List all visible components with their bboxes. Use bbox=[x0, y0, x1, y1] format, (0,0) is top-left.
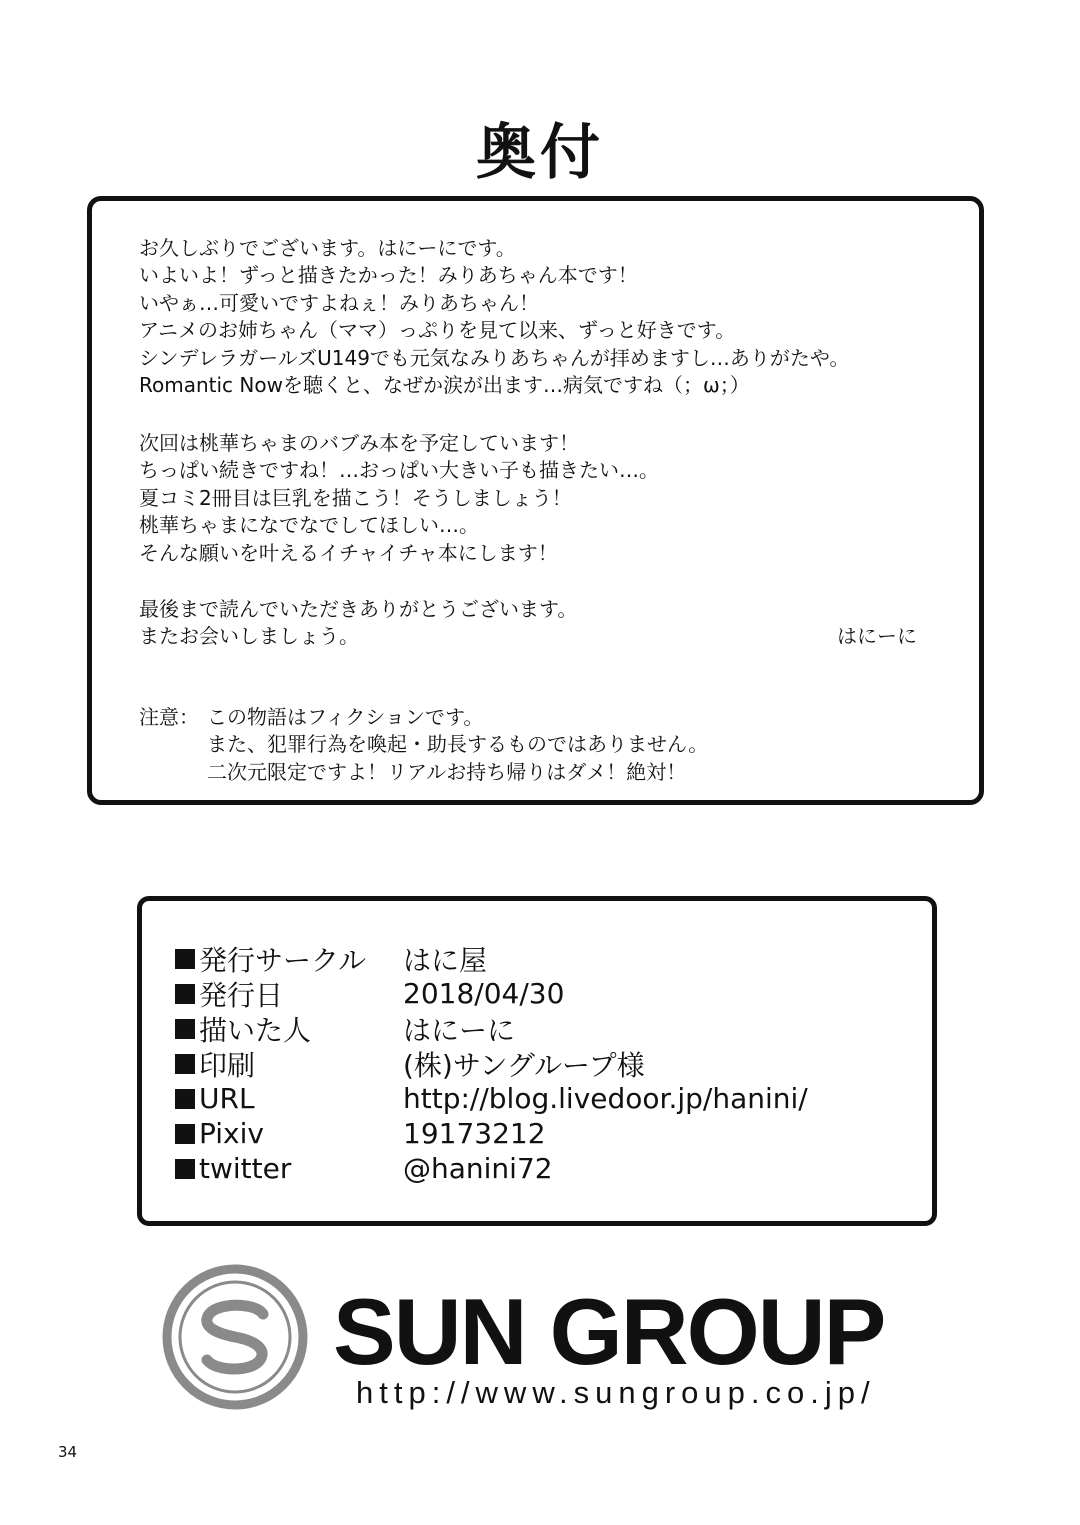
bullet-square-icon bbox=[175, 949, 195, 969]
notice-line: また、犯罪行為を喚起・助長するものではありません。 bbox=[207, 732, 709, 757]
colophon-row-twitter bbox=[175, 1151, 553, 1186]
author-signature: はにーに bbox=[837, 624, 917, 648]
colophon-url-link[interactable]: http://blog.livedoor.jp/hanini/ bbox=[403, 1082, 808, 1115]
afterword-paragraph-2 bbox=[139, 430, 659, 567]
afterword-line: いよいよ！ずっと描きたかった！みりあちゃん本です！ bbox=[139, 263, 638, 288]
notice-label: 注意： bbox=[139, 705, 199, 729]
afterword-box bbox=[87, 196, 984, 805]
afterword-line: シンデレラガールズU149でも元気なみりあちゃんが拝めますし…ありがたや。 bbox=[139, 345, 850, 370]
sungroup-logo-icon bbox=[160, 1262, 310, 1412]
bullet-square-icon bbox=[175, 1019, 195, 1039]
afterword-line: ちっぱい続きですね！…おっぱい大きい子も描きたい…。 bbox=[139, 458, 659, 483]
colophon-value: 19173212 bbox=[403, 1117, 546, 1150]
colophon-row-author bbox=[175, 1011, 516, 1047]
colophon-label: 印刷 bbox=[199, 1048, 256, 1082]
afterword-line: 夏コミ2冊目は巨乳を描こう！そうしましょう！ bbox=[139, 485, 572, 510]
bullet-square-icon bbox=[175, 1089, 195, 1109]
colophon-value: 2018/04/30 bbox=[403, 977, 565, 1010]
colophon-row-printer bbox=[175, 1046, 645, 1082]
colophon-box bbox=[137, 896, 937, 1226]
colophon-label: Pixiv bbox=[199, 1117, 264, 1150]
colophon-value: はにーに bbox=[403, 1013, 516, 1047]
colophon-row-circle bbox=[175, 941, 488, 977]
afterword-paragraph-1 bbox=[139, 235, 850, 399]
colophon-label: 描いた人 bbox=[199, 1013, 312, 1047]
afterword-line: 次回は桃華ちゃまのバブみ本を予定しています！ bbox=[139, 431, 579, 455]
afterword-line: 最後まで読んでいただきありがとうございます。 bbox=[139, 597, 578, 621]
bullet-square-icon bbox=[175, 1159, 195, 1179]
sungroup-url[interactable]: http://www.sungroup.co.jp/ bbox=[356, 1375, 876, 1410]
bullet-square-icon bbox=[175, 984, 195, 1004]
sungroup-logo-text: SUN GROUP bbox=[333, 1279, 885, 1384]
afterword-line: お久しぶりでございます。はにーにです。 bbox=[139, 236, 516, 260]
colophon-row-pixiv bbox=[175, 1116, 546, 1151]
colophon-label: twitter bbox=[199, 1152, 292, 1185]
colophon-label: 発行サークル bbox=[199, 943, 367, 977]
afterword-line: またお会いしましょう。 bbox=[139, 624, 359, 649]
bullet-square-icon bbox=[175, 1124, 195, 1144]
page-number: 34 bbox=[58, 1443, 78, 1461]
colophon-label: 発行日 bbox=[199, 978, 284, 1012]
afterword-paragraph-3 bbox=[139, 596, 577, 651]
notice-block bbox=[139, 704, 708, 786]
notice-line: 二次元限定ですよ！リアルお持ち帰りはダメ！絶対！ bbox=[207, 759, 687, 784]
notice-line: この物語はフィクションです。 bbox=[207, 705, 484, 729]
colophon-value: @hanini72 bbox=[403, 1152, 553, 1185]
colophon-label: URL bbox=[199, 1082, 255, 1115]
colophon-value: (株)サングループ様 bbox=[403, 1048, 645, 1082]
afterword-line: アニメのお姉ちゃん（ママ）っぷりを見て以来、ずっと好きです。 bbox=[139, 318, 736, 343]
afterword-line: 桃華ちゃまになでなでしてほしい…。 bbox=[139, 513, 479, 538]
afterword-line: Romantic Nowを聴くと、なぜか涙が出ます…病気ですね（；ω；） bbox=[139, 372, 750, 397]
colophon-value: はに屋 bbox=[403, 943, 488, 977]
afterword-line: そんな願いを叶えるイチャイチャ本にします！ bbox=[139, 540, 558, 565]
colophon-row-date bbox=[175, 976, 565, 1012]
page-title: 奥付 bbox=[476, 118, 604, 188]
afterword-line: いやぁ…可愛いですよねぇ！みりあちゃん！ bbox=[139, 290, 539, 315]
bullet-square-icon bbox=[175, 1054, 195, 1074]
colophon-row-url bbox=[175, 1081, 808, 1116]
